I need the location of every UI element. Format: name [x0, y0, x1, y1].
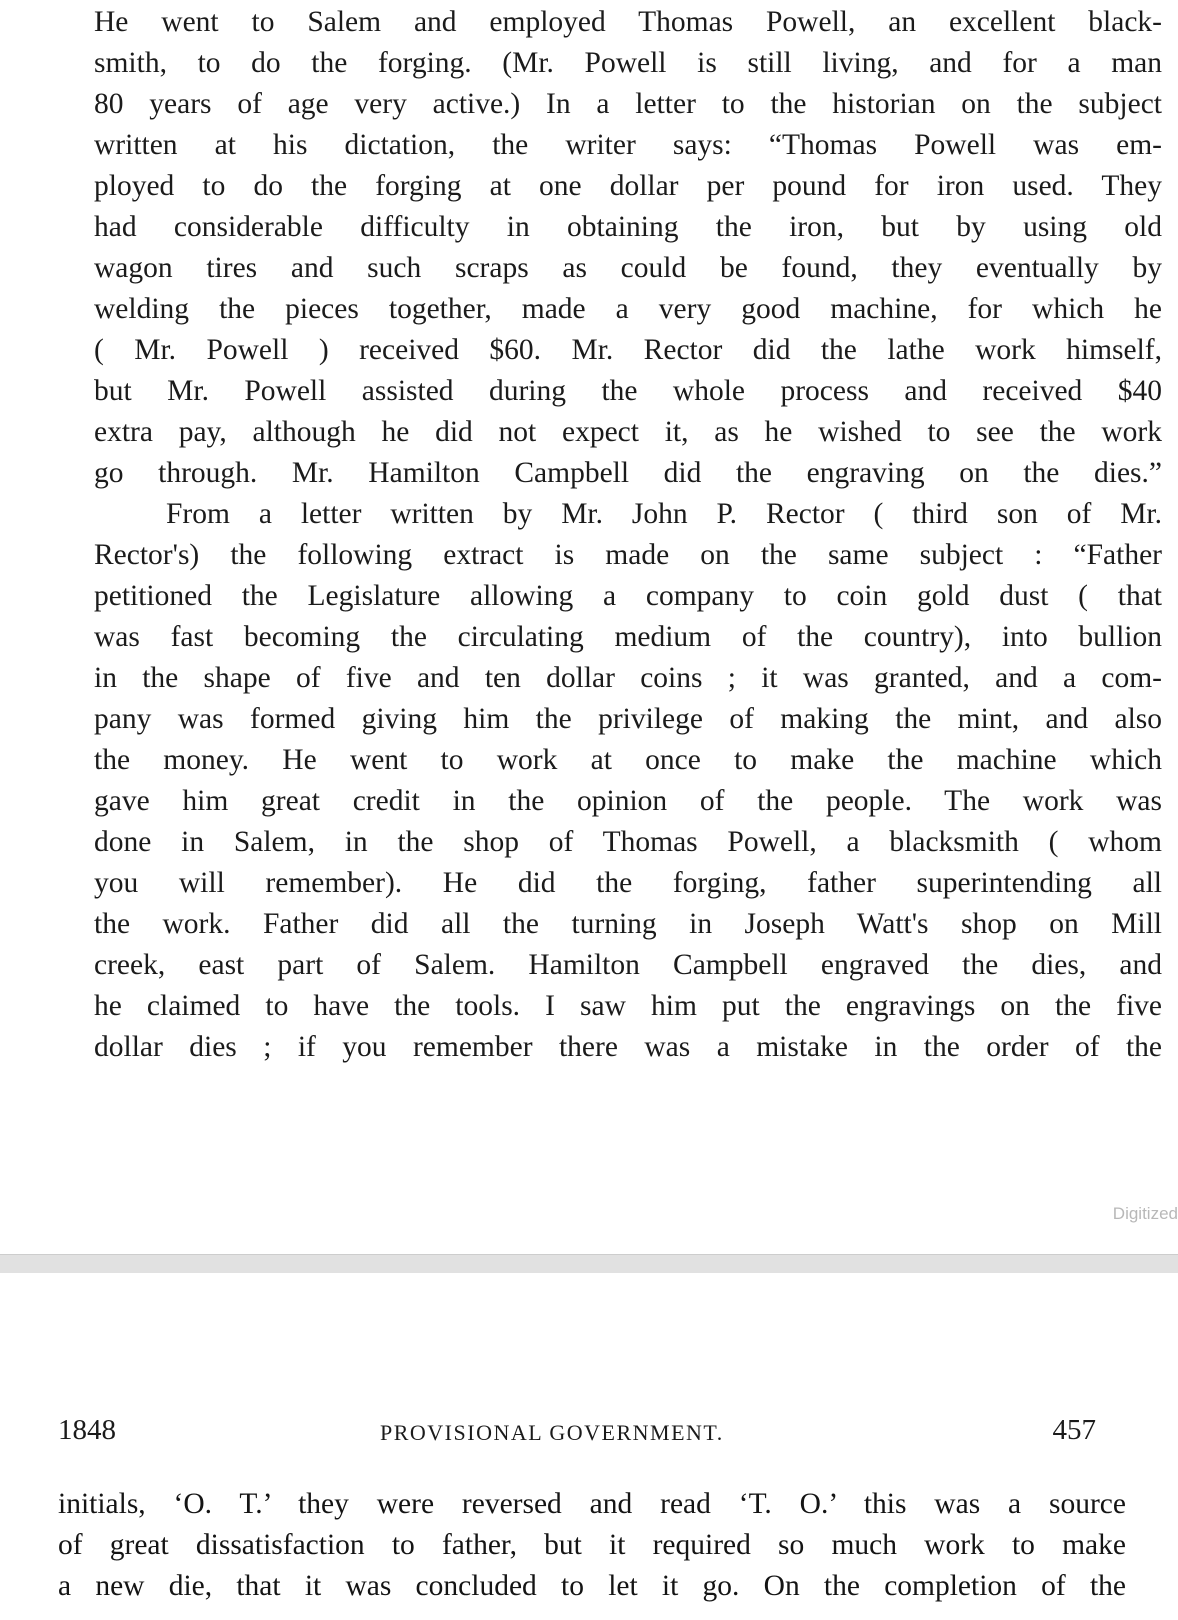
text-line: in the shape of five and ten dollar coins ; it was granted, and a com-	[94, 662, 1162, 694]
text-line: welding the pieces together, made a very good machine, for which he	[94, 293, 1162, 325]
header-year: 1848	[58, 1414, 116, 1446]
page-457	[0, 1273, 1178, 1620]
text-line: you will remember). He did the forging, father superintending all	[94, 867, 1162, 899]
paragraph-start-line: From a letter written by Mr. John P. Rector ( third son of Mr.	[166, 498, 1162, 530]
text-line: gave him great credit in the opinion of the people. The work was	[94, 785, 1162, 817]
body-text	[58, 1484, 1126, 1607]
digitized-watermark: Digitized	[1112, 1204, 1178, 1223]
body-text	[94, 2, 1162, 1068]
page-number: 457	[1052, 1414, 1096, 1446]
text-line: initials, ‘O. T.’ they were reversed and read ‘T. O.’ this was a source	[58, 1488, 1126, 1520]
text-line: smith, to do the forging. (Mr. Powell is still living, and for a man	[94, 47, 1162, 79]
text-line: the money. He went to work at once to make the machine which	[94, 744, 1162, 776]
text-line: a new die, that it was concluded to let it go. On the completion of the	[58, 1570, 1126, 1602]
text-line: wagon tires and such scraps as could be found, they eventually by	[94, 252, 1162, 284]
text-line: Rector's) the following extract is made on the same subject : “Father	[94, 539, 1162, 571]
text-line: creek, east part of Salem. Hamilton Campbell engraved the dies, and	[94, 949, 1162, 981]
page-separator	[0, 1254, 1178, 1274]
text-line: done in Salem, in the shop of Thomas Powell, a blacksmith ( whom	[94, 826, 1162, 858]
text-line: he claimed to have the tools. I saw him put the engravings on the five	[94, 990, 1162, 1022]
text-line: dollar dies ; if you remember there was a mistake in the order of the	[94, 1031, 1162, 1063]
text-line: of great dissatisfaction to father, but it required so much work to make	[58, 1529, 1126, 1561]
text-line: go through. Mr. Hamilton Campbell did the engraving on the dies.”	[94, 457, 1162, 489]
text-line: extra pay, although he did not expect it, as he wished to see the work	[94, 416, 1162, 448]
header-title: PROVISIONAL GOVERNMENT.	[380, 1420, 724, 1445]
text-line: ( Mr. Powell ) received $60. Mr. Rector did the lathe work himself,	[94, 334, 1162, 366]
text-line: petitioned the Legislature allowing a company to coin gold dust ( that	[94, 580, 1162, 612]
text-line: 80 years of age very active.) In a letter to the historian on the subject	[94, 88, 1162, 120]
text-line: written at his dictation, the writer says: “Thomas Powell was em-	[94, 129, 1162, 161]
text-line: the work. Father did all the turning in Joseph Watt's shop on Mill	[94, 908, 1162, 940]
text-line: but Mr. Powell assisted during the whole process and received $40	[94, 375, 1162, 407]
text-line: ployed to do the forging at one dollar per pound for iron used. They	[94, 170, 1162, 202]
text-line: pany was formed giving him the privilege of making the mint, and also	[94, 703, 1162, 735]
text-line: He went to Salem and employed Thomas Powell, an excellent black-	[94, 6, 1162, 38]
text-line: was fast becoming the circulating medium of the country), into bullion	[94, 621, 1162, 653]
running-header	[58, 1414, 1126, 1454]
text-line: had considerable difficulty in obtaining the iron, but by using old	[94, 211, 1162, 243]
